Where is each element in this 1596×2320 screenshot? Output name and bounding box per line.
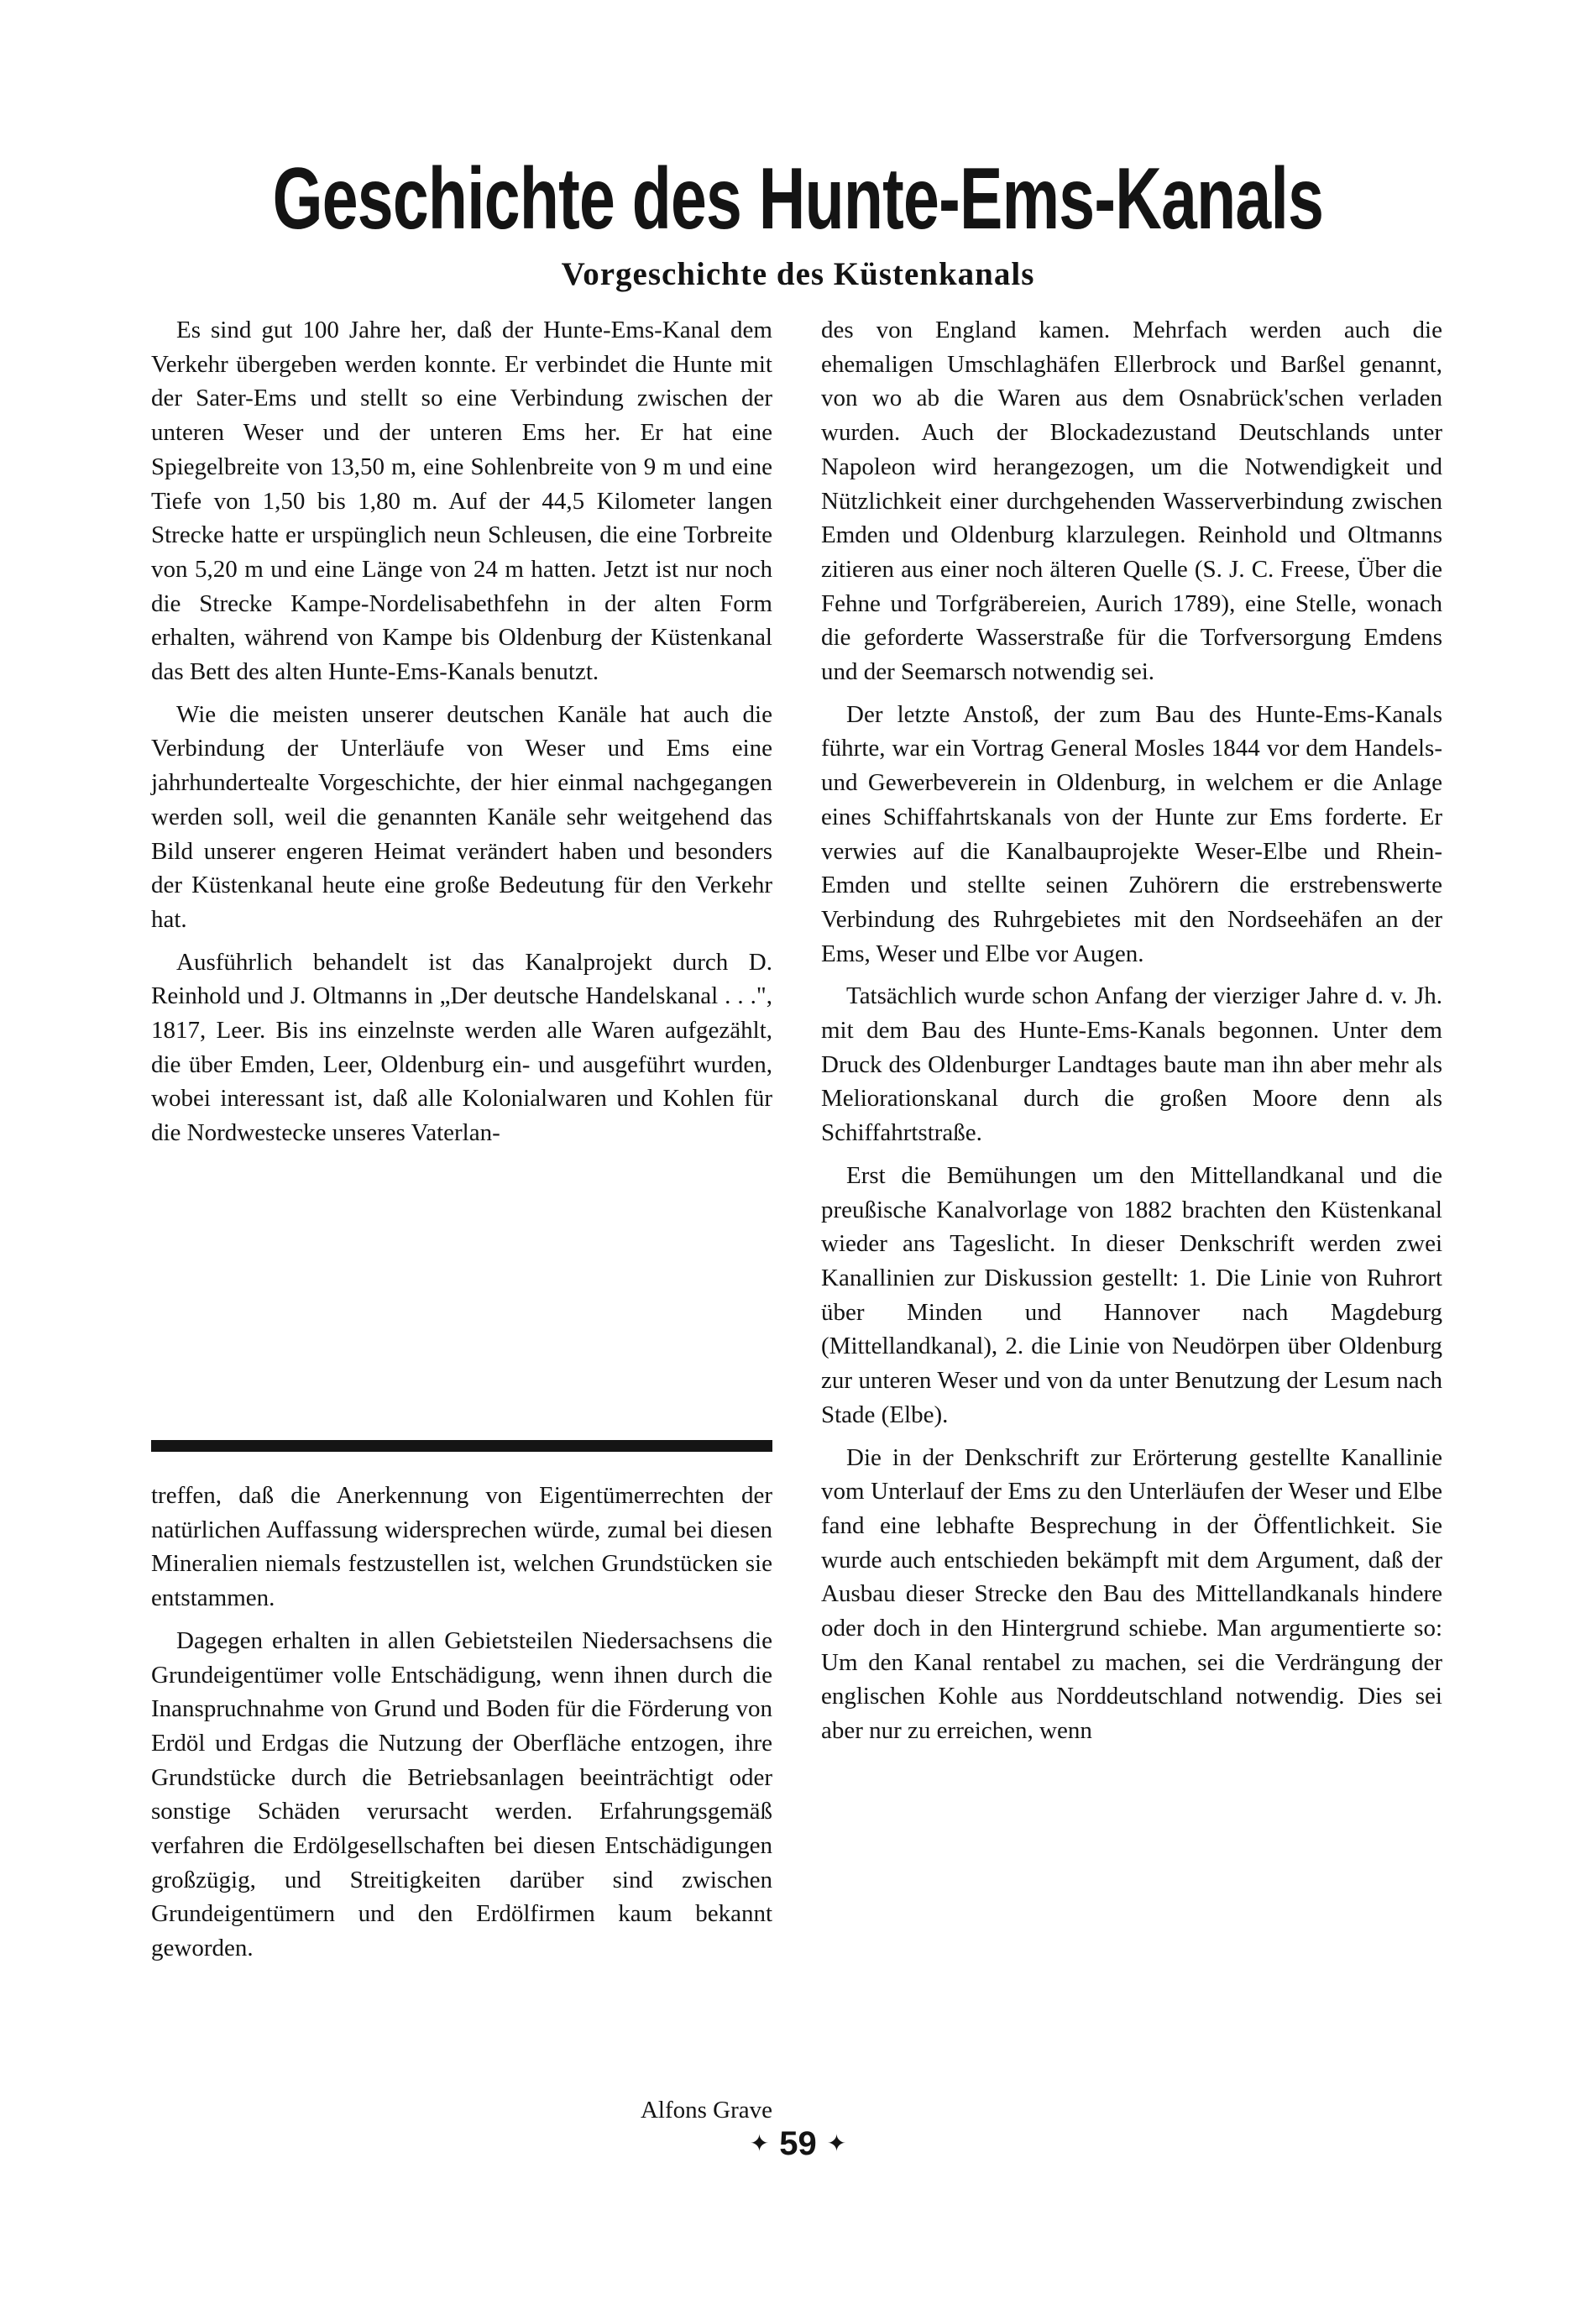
paragraph: Erst die Bemühungen um den Mittellandkanal und die preußische Kanalvorlage von 1882 brachten den Küstenkanal wieder ans Tageslicht. In dieser Denkschrift werden zwei Kanallinien zur Diskussion gestellt: 1. Die Linie von Ruhrort über Minden und Hannover nach Magdeburg (Mittellandkanal), 2. die Linie von Neudörpen über Oldenburg zur unteren Weser und von da unter Benutzung der Lesum nach Stade (Elbe). bbox=[821, 1161, 1442, 1428]
paragraph: Wie die meisten unserer deutschen Kanäle hat auch die Verbindung der Unterläufe von Weser und Ems eine jahrhundertealte Vorgeschichte, der hier einmal nachgegangen werden soll, weil die genannten Kanäle sehr weitgehend das Bild unserer engeren Heimat verändert haben und besonders der Küstenkanal heute eine große Bedeutung für den Verkehr hat. bbox=[151, 700, 772, 933]
article-title: Geschichte des Hunte-Ems-Kanals bbox=[272, 150, 1324, 248]
star-ornament-icon: ✦ bbox=[826, 2130, 847, 2156]
paragraph: Ausführlich behandelt ist das Kanalprojekt durch D. Reinhold und J. Oltmanns in „Der deutsche Handelskanal . . .", 1817, Leer. Bis ins einzelnste werden alle Waren aufgezählt, die über Emden, Leer, Oldenburg ein- und ausgeführt wurden, wobei interessant ist, daß alle Kolonialwaren und Kohlen für die Nordwestecke unseres Vaterlan- bbox=[151, 948, 772, 1147]
paragraph: Die in der Denkschrift zur Erörterung gestellte Kanallinie vom Unterlauf der Ems zu den Unterläufen der Weser und Elbe fand eine lebhafte Besprechung in der Öffentlichkeit. Sie wurde auch entschieden bekämpft mit dem Argument, daß der Ausbau dieser Strecke den Bau des Mittellandkanals hindere oder doch in den Hintergrund schiebe. Man argumentierte so: Um den Kanal rentabel zu machen, sei die Verdrängung der englischen Kohle aus Norddeutschland notwendig. Dies sei aber nur zu erreichen, wenn bbox=[821, 1443, 1442, 1745]
paragraph: Dagegen erhalten in allen Gebietsteilen Niedersachsens die Grundeigentümer volle Entschädigung, wenn ihnen durch die Inanspruchnahme von Grund und Boden für die Förderung von Erdöl und Erdgas die Nutzung der Oberfläche entzogen, ihre Grundstücke durch die Betriebsanlagen beeinträchtigt oder sonstige Schäden verursacht werden. Erfahrungsgemäß verfahren die Erdölgesellschaften bei diesen Entschädigungen großzügig, und Streitigkeiten darüber sind zwischen Grundeigentümern und den Erdölfirmen kaum bekannt geworden. bbox=[151, 1626, 772, 1962]
article-subtitle: Vorgeschichte des Küstenkanals bbox=[561, 256, 1035, 292]
paragraph: Tatsächlich wurde schon Anfang der vierziger Jahre d. v. Jh. mit dem Bau des Hunte-Ems-Kanals begonnen. Unter dem Druck des Oldenburger Landtages baute man ihn aber mehr als Meliorationskanal durch die großen Moore denn als Schiffahrtstraße. bbox=[821, 982, 1442, 1147]
author-signature: Alfons Grave bbox=[640, 2097, 772, 2124]
previous-article-continuation bbox=[151, 1479, 772, 1966]
left-column-article-text bbox=[151, 313, 772, 1150]
right-column-article-text bbox=[821, 313, 1442, 1748]
paragraph: des von England kamen. Mehrfach werden auch die ehemaligen Umschlaghäfen Ellerbrock und Barßel genannt, von wo ab die Waren aus dem Osnabrück'schen verladen wurden. Auch der Blockadezustand Deutschlands unter Napoleon wird herangezogen, um die Notwendigkeit und Nützlichkeit einer durchgehenden Wasserverbindung zwischen Emden und Oldenburg klarzulegen. Reinhold und Oltmanns zitieren aus einer noch älteren Quelle (S. J. C. Freese, Über die Fehne und Torfgräbereien, Aurich 1789), eine Stelle, wonach die geforderte Wasserstraße für die Torfversorgung Emdens und der Seemarsch notwendig sei. bbox=[821, 317, 1442, 686]
article-separator-rule bbox=[151, 1440, 772, 1452]
paragraph: Der letzte Anstoß, der zum Bau des Hunte-Ems-Kanals führte, war ein Vortrag General Mosles 1844 vor dem Handels- und Gewerbeverein in Oldenburg, in welchem er die Anlage eines Schiffahrtskanals von der Hunte zur Ems forderte. Er verwies auf die Kanalbauprojekte Weser-Elbe und Rhein-Emden und stellte seinen Zuhörern die erstrebenswerte Verbindung des Ruhrgebietes mit den Nordseehäfen an der Ems, Weser und Elbe vor Augen. bbox=[821, 700, 1442, 967]
paragraph: Es sind gut 100 Jahre her, daß der Hunte-Ems-Kanal dem Verkehr übergeben werden konnte. Er verbindet die Hunte mit der Sater-Ems und stellt so eine Verbindung zwischen der unteren Weser und der unteren Ems her. Er hat eine Spiegelbreite von 13,50 m, eine Sohlenbreite von 9 m und eine Tiefe von 1,50 bis 1,80 m. Auf der 44,5 Kilometer langen Strecke hatte er urspünglich neun Schleusen, die eine Torbreite von 5,20 m und eine Länge von 24 m hatten. Jetzt ist nur noch die Strecke Kampe-Nordelisabethfehn in der alten Form erhalten, während von Kampe bis Oldenburg der Küstenkanal das Bett des alten Hunte-Ems-Kanals benutzt. bbox=[151, 317, 772, 686]
page-number-footer bbox=[0, 2123, 1596, 2165]
page-number: 59 bbox=[779, 2125, 817, 2162]
star-ornament-icon: ✦ bbox=[749, 2130, 770, 2156]
paragraph: treffen, daß die Anerkennung von Eigentümerrechten der natürlichen Auffassung widersprechen würde, zumal bei diesen Mineralien niemals festzustellen ist, welchen Grundstücken sie entstammen. bbox=[151, 1482, 772, 1612]
